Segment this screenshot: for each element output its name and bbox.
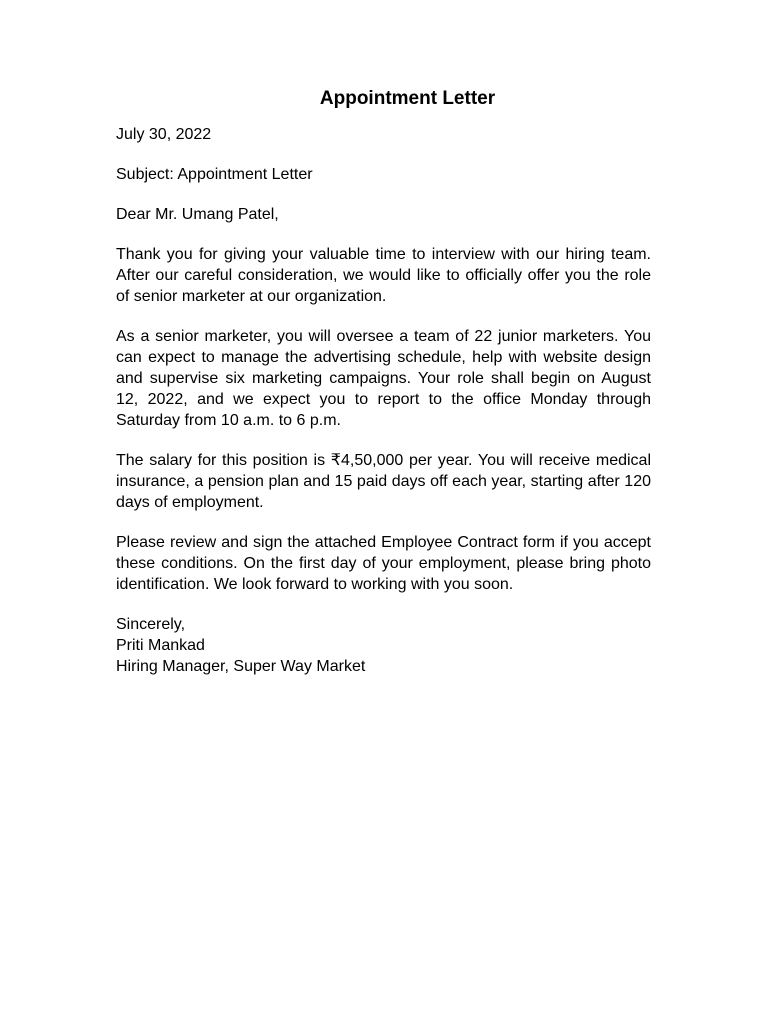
letter-page <box>116 86 651 677</box>
letter-date: July 30, 2022 <box>116 126 212 143</box>
letter-paragraph-4: Please review and sign the attached Employee Contract form if you accept these conditions. On the first day of your employment, please bring photo identification. We look forward to working with you soon. <box>116 534 651 593</box>
signature-block <box>116 614 651 677</box>
signer-name: Priti Mankad <box>116 637 205 654</box>
letter-paragraph-2: As a senior marketer, you will oversee a team of 22 junior marketers. You can expect to manage the advertising schedule, help with website design and supervise six marketing campaigns. Your role shall begin on August 12, 2022, and we expect you to report to the office Monday through Saturday from 10 a.m. to 6 p.m. <box>116 328 651 429</box>
letter-salutation: Dear Mr. Umang Patel, <box>116 206 279 223</box>
letter-subject: Subject: Appointment Letter <box>116 166 313 183</box>
letter-closing: Sincerely, <box>116 616 186 633</box>
letter-title: Appointment Letter <box>319 88 496 109</box>
signer-title: Hiring Manager, Super Way Market <box>116 658 366 675</box>
letter-paragraph-1: Thank you for giving your valuable time to interview with our hiring team. After our careful consideration, we would like to officially offer you the role of senior marketer at our organization. <box>116 246 651 305</box>
letter-paragraph-3: The salary for this position is ₹4,50,000 per year. You will receive medical insurance, a pension plan and 15 paid days off each year, starting after 120 days of employment. <box>116 452 651 511</box>
